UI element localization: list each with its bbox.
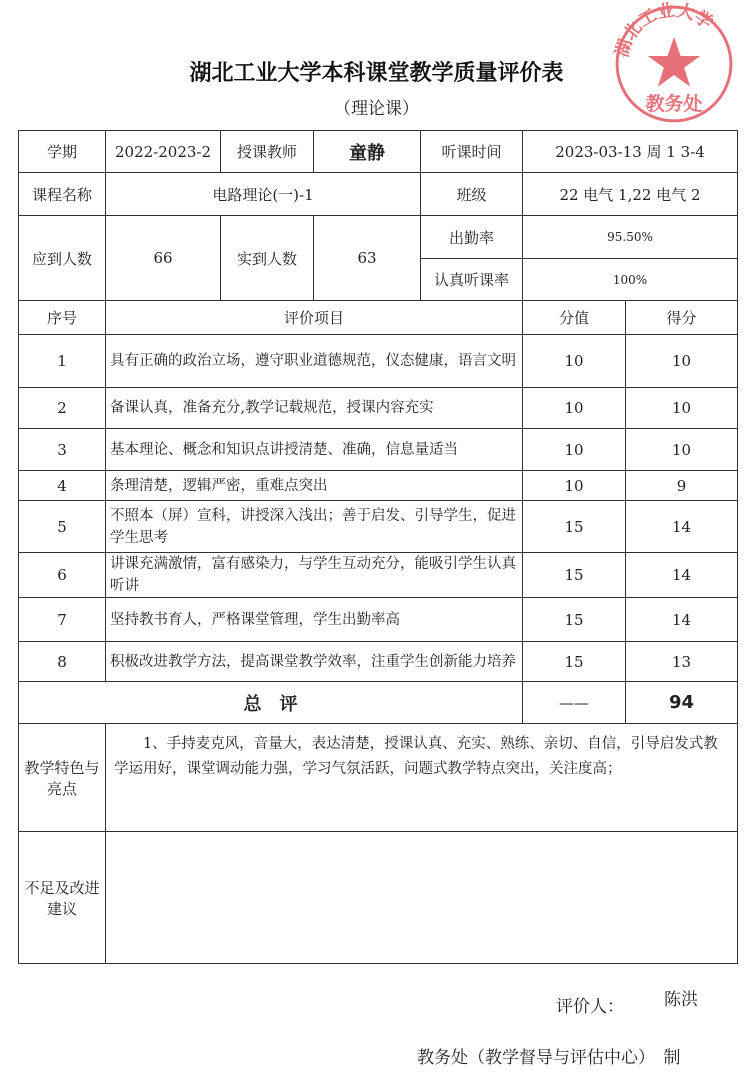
- course-value: 电路理论(一)-1: [106, 173, 421, 216]
- criteria-no: 8: [19, 642, 106, 682]
- svg-text:湖北工业大学: 湖北工业大学: [612, 2, 716, 60]
- table-row: [19, 598, 738, 642]
- criteria-max: 10: [523, 471, 626, 501]
- criteria-score: 14: [626, 501, 738, 553]
- criteria-no: 3: [19, 429, 106, 471]
- table-row: [19, 429, 738, 471]
- criteria-score: 14: [626, 598, 738, 642]
- highlights-label: 教学特色与亮点: [19, 724, 106, 832]
- course-label: 课程名称: [19, 173, 106, 216]
- teacher-value: 童静: [314, 131, 421, 173]
- actual-value: 63: [314, 216, 421, 301]
- criteria-item: 积极改进教学方法，提高课堂教学效率，注重学生创新能力培养: [106, 642, 523, 682]
- criteria-score: 10: [626, 335, 738, 388]
- criteria-item: 条理清楚，逻辑严密，重难点突出: [106, 471, 523, 501]
- header-no: 序号: [19, 301, 106, 335]
- criteria-max: 10: [523, 429, 626, 471]
- criteria-item: 坚持教书育人，严格课堂管理，学生出勤率高: [106, 598, 523, 642]
- table-row: [19, 642, 738, 682]
- total-score: 94: [626, 682, 738, 724]
- total-max: ——: [523, 682, 626, 724]
- criteria-item: 基本理论、概念和知识点讲授清楚、准确，信息量适当: [106, 429, 523, 471]
- criteria-max: 10: [523, 388, 626, 429]
- suggestions-label: 不足及改进建议: [19, 832, 106, 964]
- criteria-score: 10: [626, 429, 738, 471]
- criteria-no: 4: [19, 471, 106, 501]
- form-title: 湖北工业大学本科课堂教学质量评价表: [189, 61, 564, 86]
- criteria-max: 15: [523, 553, 626, 598]
- criteria-item: 讲课充满激情，富有感染力，与学生互动充分，能吸引学生认真听讲: [106, 553, 523, 598]
- criteria-no: 6: [19, 553, 106, 598]
- header-score: 得分: [626, 301, 738, 335]
- evaluation-table: [18, 130, 738, 964]
- attendance-label: 出勤率: [421, 216, 523, 259]
- attentive-label: 认真听课率: [421, 259, 523, 301]
- time-value: 2023-03-13 周 1 3-4: [523, 131, 738, 173]
- criteria-no: 5: [19, 501, 106, 553]
- table-row: [19, 501, 738, 553]
- evaluator-label: 评价人：: [556, 997, 624, 1017]
- criteria-no: 2: [19, 388, 106, 429]
- criteria-score: 13: [626, 642, 738, 682]
- table-row: [19, 335, 738, 388]
- term-label: 学期: [19, 131, 106, 173]
- highlights-text: 1、手持麦克风，音量大，表达清楚，授课认真、充实、熟练、亲切、自信，引导启发式教学运用好，课堂调动能力强，学习气氛活跃，问题式教学特点突出，关注度高；: [106, 724, 738, 832]
- criteria-item: 备课认真，准备充分,教学记载规范，授课内容充实: [106, 388, 523, 429]
- criteria-no: 7: [19, 598, 106, 642]
- term-value: 2022-2023-2: [106, 131, 221, 173]
- criteria-max: 15: [523, 501, 626, 553]
- criteria-score: 9: [626, 471, 738, 501]
- criteria-max: 15: [523, 598, 626, 642]
- actual-label: 实到人数: [221, 216, 314, 301]
- criteria-score: 14: [626, 553, 738, 598]
- table-row: [19, 553, 738, 598]
- header-max: 分值: [523, 301, 626, 335]
- criteria-no: 1: [19, 335, 106, 388]
- expected-value: 66: [106, 216, 221, 301]
- criteria-item: 具有正确的政治立场，遵守职业道德规范，仪态健康，语言文明: [106, 335, 523, 388]
- suggestions-text: [106, 832, 738, 964]
- criteria-score: 10: [626, 388, 738, 429]
- footer-issuer: 教务处（教学督导与评估中心） 制: [417, 1048, 681, 1068]
- class-value: 22 电气 1,22 电气 2: [523, 173, 738, 216]
- table-row: [19, 471, 738, 501]
- header-item: 评价项目: [106, 301, 523, 335]
- total-label: 总 评: [19, 682, 523, 724]
- svg-text:教务处: 教务处: [645, 92, 703, 115]
- class-label: 班级: [421, 173, 523, 216]
- teacher-label: 授课教师: [221, 131, 314, 173]
- criteria-max: 10: [523, 335, 626, 388]
- expected-label: 应到人数: [19, 216, 106, 301]
- evaluator-name: 陈洪: [664, 990, 698, 1010]
- criteria-max: 15: [523, 642, 626, 682]
- table-row: [19, 388, 738, 429]
- attendance-value: 95.50%: [523, 216, 738, 259]
- criteria-item: 不照本（屏）宣科，讲授深入浅出；善于启发、引导学生，促进学生思考: [106, 501, 523, 553]
- attentive-value: 100%: [523, 259, 738, 301]
- form-subtitle: （理论课）: [334, 99, 419, 119]
- time-label: 听课时间: [421, 131, 523, 173]
